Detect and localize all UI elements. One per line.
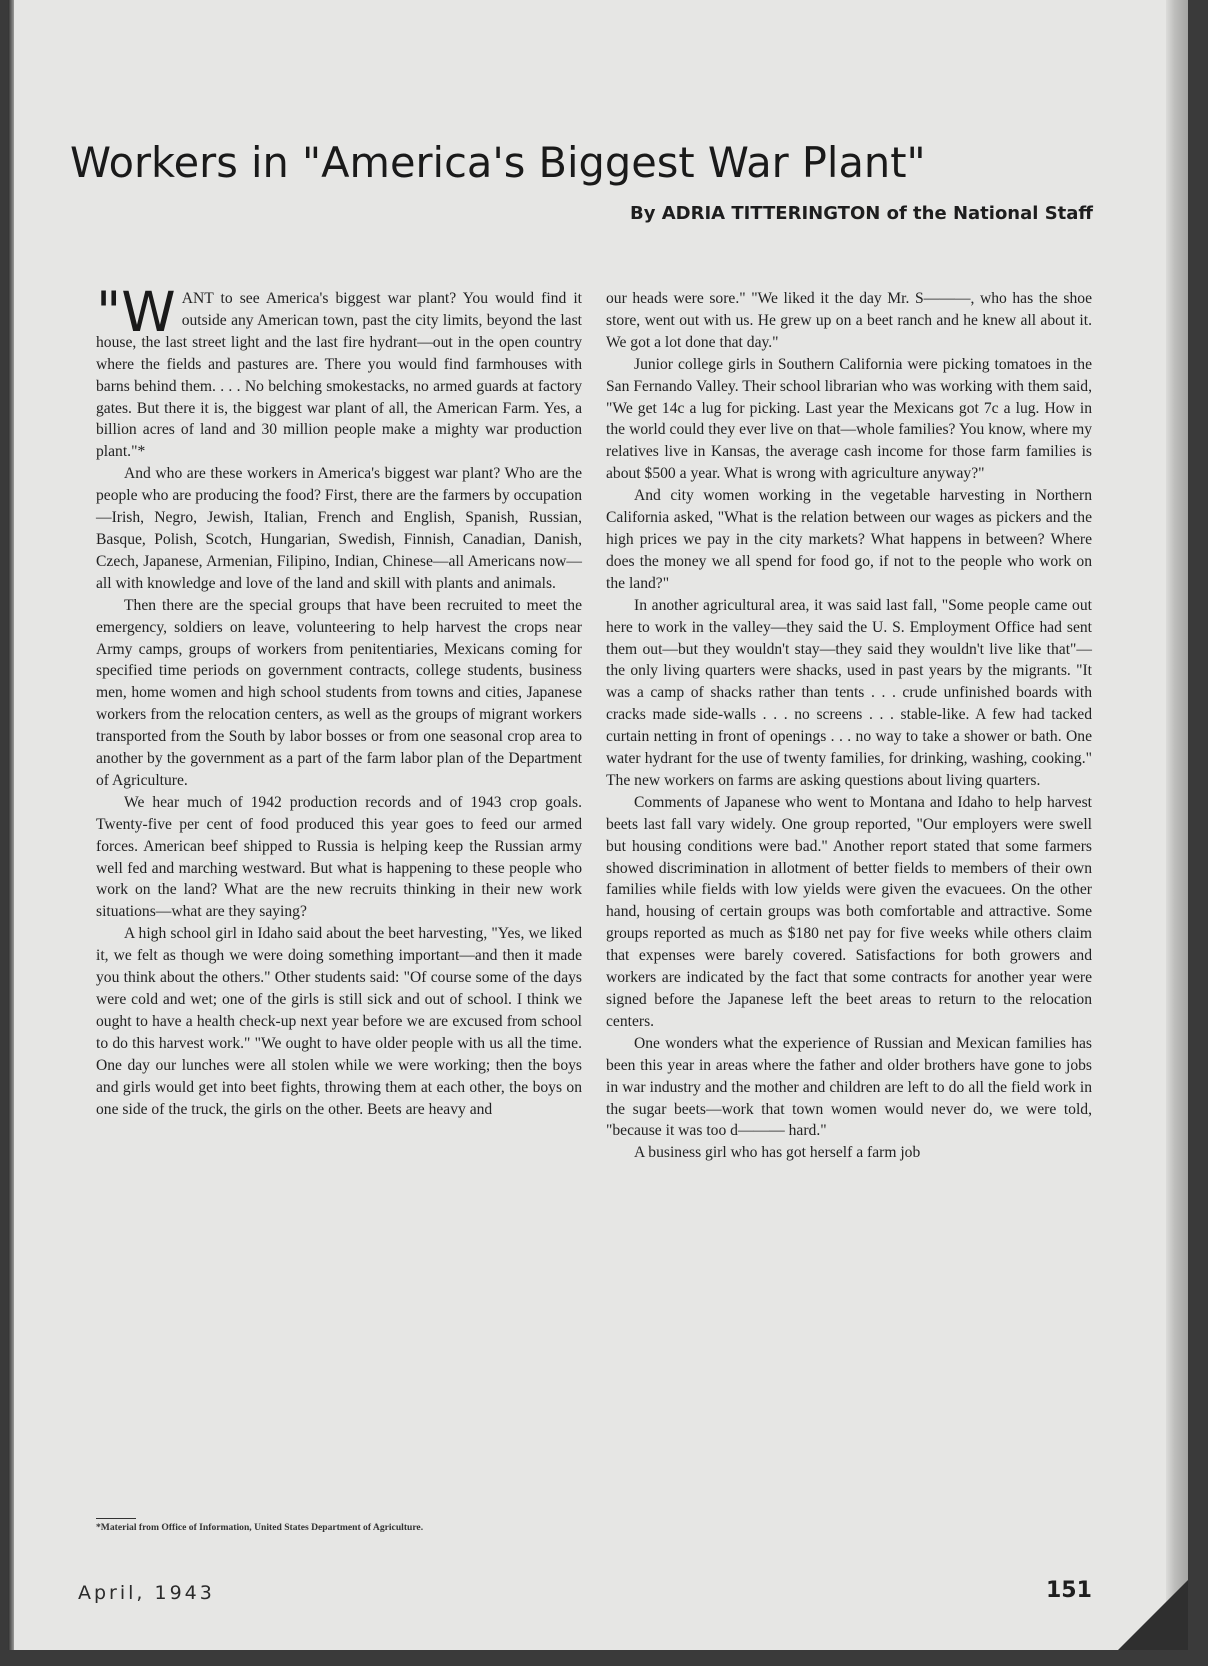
paragraph: We hear much of 1942 production records and of 1943 crop goals. Twenty-five per cent of food produced this year goes to feed our armed forces. American beef shipped to Russia is helping keep the Russian army well fed and marching westward. But what is happening to these people who work on the land? What are the new recruits thinking in their new work situations—what are they saying? bbox=[96, 793, 582, 921]
left-column bbox=[96, 280, 582, 1120]
drop-cap: "W bbox=[96, 280, 176, 344]
paragraph: And city women working in the vegetable harvesting in Northern California asked, "What is the relation between our wages as pickers and the high prices we pay in the city markets? What happens in between? Where does the money we all spend for food go, if not to the people who work on the land?" bbox=[606, 487, 1092, 592]
issue-date: April, 1943 bbox=[78, 1582, 215, 1604]
paragraph: One wonders what the experience of Russian and Mexican families has been this year in areas where the father and older brothers have gone to jobs in war industry and the mother and children are left to do all the field work in the sugar beets—work that town women would never do, we were told, "because it was too d——— hard." bbox=[606, 1034, 1092, 1140]
paragraph: Comments of Japanese who went to Montana and Idaho to help harvest beets last fall vary widely. One group reported, "Our employers were swell but housing conditions were bad." Another report stated that some farmers showed discrimination in allotment of better fields to members of their own families while fields with low yields were given the evacuees. On the other hand, housing of certain groups was both comfortable and attractive. Some groups reported as much as $180 net pay for five weeks while others claim that expenses were barely covered. Satisfactions for both growers and workers are indicated by the fact that some contracts for another year were signed before the Japanese left the beet areas to return to the relocation centers. bbox=[606, 793, 1092, 1030]
paragraph-text: ANT to see America's biggest war plant? You would find it outside any American town, past the city limits, beyond the last house, the last street light and the last fire hydrant—out in the open country where the fields and pastures are. There you would find farmhouses with barns behind them. . . . No belching smokestacks, no armed guards at factory gates. But there it is, the biggest war plant of all, the American Farm. Yes, a billion acres of land and 30 million people make a mighty war production plant."* bbox=[96, 290, 582, 461]
paragraph: Then there are the special groups that have been recruited to meet the emergency, soldiers on leave, volunteering to help harvest the crops near Army camps, groups of workers from penitentiaries, Mexicans coming for specified time periods on government contracts, college students, business men, home women and high school students from towns and cities, Japanese workers from the relocation centers, as well as the groups of migrant workers transported from the South by labor bosses or from one seasonal crop area to another by the government as a part of the farm labor plan of the Department of Agriculture. bbox=[96, 596, 582, 789]
paragraph: And who are these workers in America's biggest war plant? Who are the people who are producing the food? First, there are the farmers by occupation—Irish, Negro, Jewish, Italian, French and English, Spanish, Russian, Basque, Polish, Scotch, Hungarian, Swedish, Finnish, Canadian, Danish, Czech, Japanese, Armenian, Filipino, Indian, Chinese—all Americans now—all with knowledge and love of the land and skill with plants and animals. bbox=[96, 465, 582, 592]
footnote: *Material from Office of Information, United States Department of Agriculture. bbox=[96, 1522, 424, 1533]
magazine-page bbox=[8, 0, 1188, 1650]
paragraph: A high school girl in Idaho said about the beet harvesting, "Yes, we liked it, we felt as though we were doing something important—and then it made you think about the others." Other students said: "Of course some of the days were cold and wet; one of the girls is still sick and out of school. I think we ought to have a health check-up next year before we are excused from school to do this harvest work." "We ought to have older people with us all the time. One day our lunches were all stolen while we were working; then the boys and girls would get into beet fights, throwing them at each other, the boys on one side of the truck, the girls on the other. Beets are heavy and bbox=[96, 925, 582, 1118]
page-corner-shadow bbox=[1118, 1580, 1188, 1650]
paragraph bbox=[96, 280, 582, 463]
paragraph: A business girl who has got herself a farm job bbox=[634, 1144, 921, 1162]
page-number: 151 bbox=[1046, 1578, 1092, 1603]
paragraph: Junior college girls in Southern California were picking tomatoes in the San Fernando Valley. Their school librarian who was working with them said, "We get 14c a lug for picking. Last year the Mexicans got 7c a lug. How in the world could they ever live on that—whole families? You know, where my relatives live in Kansas, the average cash income for those farm families is about $500 a year. What is wrong with agriculture anyway?" bbox=[606, 355, 1092, 483]
article-headline: Workers in "America's Biggest War Plant" bbox=[70, 137, 926, 187]
article-byline: By ADRIA TITTERINGTON of the National Staff bbox=[630, 203, 1093, 224]
page-binding-shadow bbox=[8, 0, 14, 1650]
right-column bbox=[606, 288, 1092, 1164]
page-edge-shadow bbox=[1166, 0, 1188, 1650]
footnote-divider bbox=[96, 1518, 136, 1519]
paragraph: our heads were sore." "We liked it the day Mr. S———, who has the shoe store, went out with us. He grew up on a beet ranch and he knew all about it. We got a lot done that day." bbox=[606, 290, 1092, 351]
paragraph: In another agricultural area, it was said last fall, "Some people came out here to work in the valley—they said the U. S. Employment Office had sent them out—but they wouldn't stay—they said they wouldn't live like that"—the only living quarters were shacks, used in past years by the migrants. "It was a camp of shacks rather than tents . . . crude unfinished boards with cracks made side-walls . . . no screens . . . stable-like. A few had tacked curtain netting in front of openings . . . no way to take a shower or bath. One water hydrant for the use of twenty families, for drinking, washing, cooking." The new workers on farms are asking questions about living quarters. bbox=[606, 596, 1092, 789]
